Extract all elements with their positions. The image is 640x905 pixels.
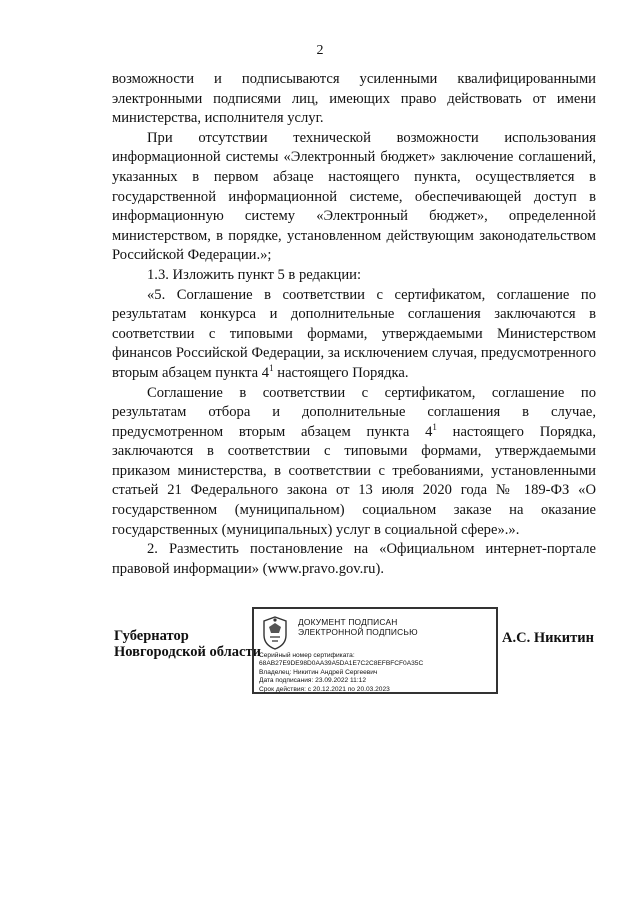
certificate-serial: 68AB27E9DE98D0AA39A5DA1E7C2C8EFBFCF0A35C xyxy=(259,660,424,668)
signatory-name: А.С. Никитин xyxy=(502,630,594,646)
signatory-title: Губернатор Новгородской области xyxy=(114,628,261,660)
paragraph-1: возможности и подписываются усиленными квалифицированными электронными подписями лиц, имеющих право действовать от имени министерства, исполнителя услуг. xyxy=(112,71,596,127)
paragraph-4: «5. Соглашение в соответствии с сертификатом, соглашение по результатам конкурса и дополнительные соглашения заключаются в соответствии с типовыми формами, утверждаемыми Министерством финансов Российской Федерации, за исключением случая, предусмотренного вторым абзацем пункта $4^1$ настоящего Порядка. xyxy=(112,286,596,381)
document-body xyxy=(112,70,596,579)
paragraph-5: Соглашение в соответствии с сертификатом, соглашение по результатам отбора и дополнительные соглашения в случае, предусмотренном вторым абзацем пункта $4^1$ настоящего Порядка, заключаются в соответствии с типовыми формами, утверждаемыми приказом министерства, в соответствии с требованиями, установленными статьей 21 Федерального закона от 13 июля 2020 года № 189-ФЗ «О государственном (муниципальном) социальном заказе на оказание государственных (муниципальных) услуг в социальной сфере».». xyxy=(112,384,596,538)
stamp-details: Серийный номер сертификата: 68AB27E9DE98D0AA39A5DA1E7C2C8EFBFCF0A35C Владелец: Никитин Андрей Сергеевич Дата подписания: 23.09.2022 11:12 Срок действия: с 20.12.2021 по 20.03.2023 xyxy=(259,652,424,693)
certificate-owner: Владелец: Никитин Андрей Сергеевич xyxy=(259,668,378,676)
paragraph-6: 2. Разместить постановление на «Официальном интернет-портале правовой информации» (www.pravo.gov.ru). xyxy=(112,541,596,577)
superscript: 1 xyxy=(432,421,437,432)
stamp-header: ДОКУМЕНТ ПОДПИСАН ЭЛЕКТРОННОЙ ПОДПИСЬЮ xyxy=(298,617,418,637)
paragraph-3: 1.3. Изложить пункт 5 в редакции: xyxy=(147,266,362,283)
superscript: 1 xyxy=(269,363,274,374)
page-number: 2 xyxy=(316,43,324,58)
electronic-signature-stamp xyxy=(252,607,498,694)
coat-of-arms-icon xyxy=(260,615,290,651)
signing-date: Дата подписания: 23.09.2022 11:12 xyxy=(259,677,366,685)
paragraph-2: При отсутствии технической возможности использования информационной системы «Электронный бюджет» заключение соглашений, указанных в первом абзаце настоящего пункта, осуществляется в государственной информационной системе, обеспечивающей доступ в информационную систему «Электронный бюджет», определенной министерством, в порядке, установленном действующим законодательством Российской Федерации.»; xyxy=(112,129,596,264)
validity-period: Срок действия: с 20.12.2021 по 20.03.2023 xyxy=(259,685,390,693)
